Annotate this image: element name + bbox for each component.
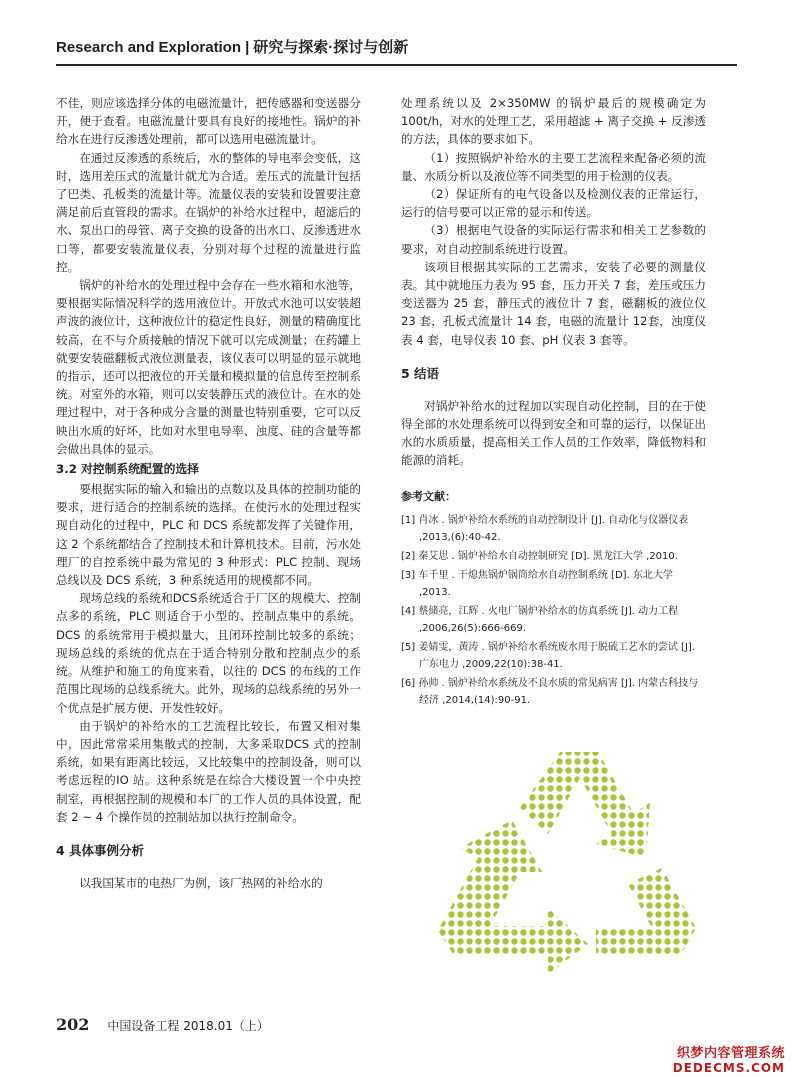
running-header [56,36,756,57]
journal-info: 中国设备工程 2018.01（上） [107,1019,269,1033]
recycle-arrow-right [596,868,696,956]
paragraph: 要根据实际的输入和输出的点数以及具体的控制功能的要求，进行适合的控制系统的选择。在使污水的处理过程实现自动化的过程中，PLC 和 DCS 系统都发挥了关键作用，这 2 个系统都结合了控制技术和计算机技术。目前，污水处理厂的自控系统中最为常见的 3 种形式：PLC 控制、现场总线以及 DCS 系统，3 种系统适用的规模都不同。 [56,482,361,588]
header-title-en: Research and Exploration [56,39,242,56]
paragraph: 该项目根据其实际的工艺需求，安装了必要的测量仪表。其中就地压力表为 95 套，压力开关 7 套，差压或压力变送器为 25 套，静压式的液位计 7 套，磁翻板的液位仪 23 套，孔板式流量计 14 套，电磁的流量计 12套，浊度仪表 4 套，电导仪表 10 套、pH 仪表 3 套等。 [401,259,706,347]
page-number: 202 [56,1015,90,1034]
recycle-arrow-left [438,820,588,974]
page-footer [56,1015,269,1034]
list-item: （2）保证所有的电气设备以及检测仪表的正常运行，运行的信号要可以正常的显示和传送。 [401,187,706,220]
reference-item: [2] 秦艾思 . 锅炉补给水自动控制研究 [D]. 黑龙江大学 ,2010. [401,550,678,562]
paragraph: 以我国某市的电热厂为例，该厂热网的补给水的 [79,875,323,890]
right-column [401,94,706,711]
paragraph: 锅炉的补给水的处理过程中会存在一些水箱和水池等，要根据实际情况科学的选用液位计。开放式水池可以安装超声波的液位计，这种液位计的稳定性良好，测量的精确度比较高，在不与介质接触的情况下就可以完成测量；在药罐上就要安装磁翻板式液位测量表，该仪表可以明显的显示就地的指示，还可以把液位的开关量和模拟量的信息传至控制系统。对室外的水箱，则可以安装静压式的液位计。在水的处理过程中，对于各种成分含量的测量也特别重要，它可以反映出水质的好坏，比如对水里电导率、浊度、硅的含量等都会做出具体的显示。 [56,278,361,456]
paragraph: 对锅炉补给水的过程加以实现自动化控制，目的在于使得全部的水处理系统可以得到安全和可靠的运行，以保证出水的水质质量，提高相关工作人员的工作效率，降低物料和能源的消耗。 [401,398,706,468]
recycle-icon [420,748,710,978]
watermark-line2: DEDECMS.COM [672,1061,785,1075]
left-column [56,94,361,892]
reference-item: [1] 肖冰 . 锅炉补给水系统的自动控制设计 [J]. 自动化与仪器仪表 ,2013,(6):40-42. [401,514,689,543]
paragraph: 处理系统以及 2×350MW 的锅炉最后的规模确定为 100t/h，对水的处理工艺，采用超滤 + 离子交换 + 反渗透的方法，具体的要求如下。 [401,96,706,147]
watermark [673,1047,785,1075]
paragraph: 现场总线的系统和DCS系统适合于厂区的规模大、控制点多的系统，PLC 则适合于小型的、控制点集中的系统。DCS 的系统常用于模拟量大，且闭环控制比较多的系统；现场总线的系统的优点在于适合特别分散和控制点少的系统。从维护和施工的角度来看，以往的 DCS 的布线的工作范围比现场的总线系统大。此外，现场的总线系统的另外一个优点是扩展方便、开发性较好。 [56,591,361,715]
paragraph: 不佳，则应该选择分体的电磁流量计，把传感器和变送器分开，便于查看。电磁流量计要具有良好的接地性。锅炉的补给水在进行反渗透处理前，都可以选用电磁流量计。 [56,96,361,147]
reference-item: [4] 蔡储亮，江辉 . 火电厂锅炉补给水的仿真系统 [J]. 动力工程 ,2006,26(5):666-669. [401,605,679,634]
reference-item: [5] 姜婧雯，黄涛 . 锅炉补给水系统废水用于脱硫工艺水的尝试 [J]. 广东电力 ,2009,22(10):38-41. [401,641,695,670]
list-item: （3）根据电气设备的实际运行需求和相关工艺参数的要求，对自动控制系统进行设置。 [401,223,706,256]
paragraph: 在通过反渗透的系统后，水的整体的导电率会变低，这时，选用差压式的流量计就尤为合适。差压式的流量计包括了巴类、孔板类的流量计等。流量仪表的安装和设置要注意满足前后直管段的需求。在锅炉的补给水过程中，超滤后的水、泵出口的母管、离子交换的设备的出水口、反渗透进水口等，都要安装流量仪表，分别对每个过程的流量进行监控。 [56,150,361,274]
references-title: 参考文献： [401,489,456,503]
recycle-arrow-top [520,752,650,858]
list-item: （1）按照锅炉补给水的主要工艺流程来配备必须的流量、水质分析以及液位等不同类型的用于检测的仪表。 [401,150,706,183]
section-heading: 4 具体事例分析 [56,842,145,858]
header-title-cn: 研究与探索·探讨与创新 [253,39,409,56]
reference-item: [3] 车千里 . 干熄焦锅炉锅筒给水自动控制系统 [D]. 东北大学 ,2013. [401,569,673,598]
header-rule [56,64,737,66]
subsection-heading: 3.2 对控制系统配置的选择 [56,462,199,477]
reference-item: [6] 孙帅 . 锅炉补给水系统及不良水质的常见病害 [J]. 内蒙古科技与经济 ,2014,(14):90-91. [401,677,699,706]
section-heading: 5 结语 [401,365,440,381]
watermark-line1: 织梦内容管理系统 [676,1046,785,1061]
header-separator: | [245,39,250,56]
paragraph: 由于锅炉的补给水的工艺流程比较长，布置又相对集中，因此常常采用集散式的控制，大多采取DCS 式的控制系统，如果有距离比较远，又比较集中的控制设备，则可以考虑远程的IO 站。这种系统是在综合大楼设置一个中央控制室，再根据控制的规模和本厂的工作人员的具体设置，配套 2 ~ 4 个操作员的控制站加以执行控制命令。 [56,718,361,824]
